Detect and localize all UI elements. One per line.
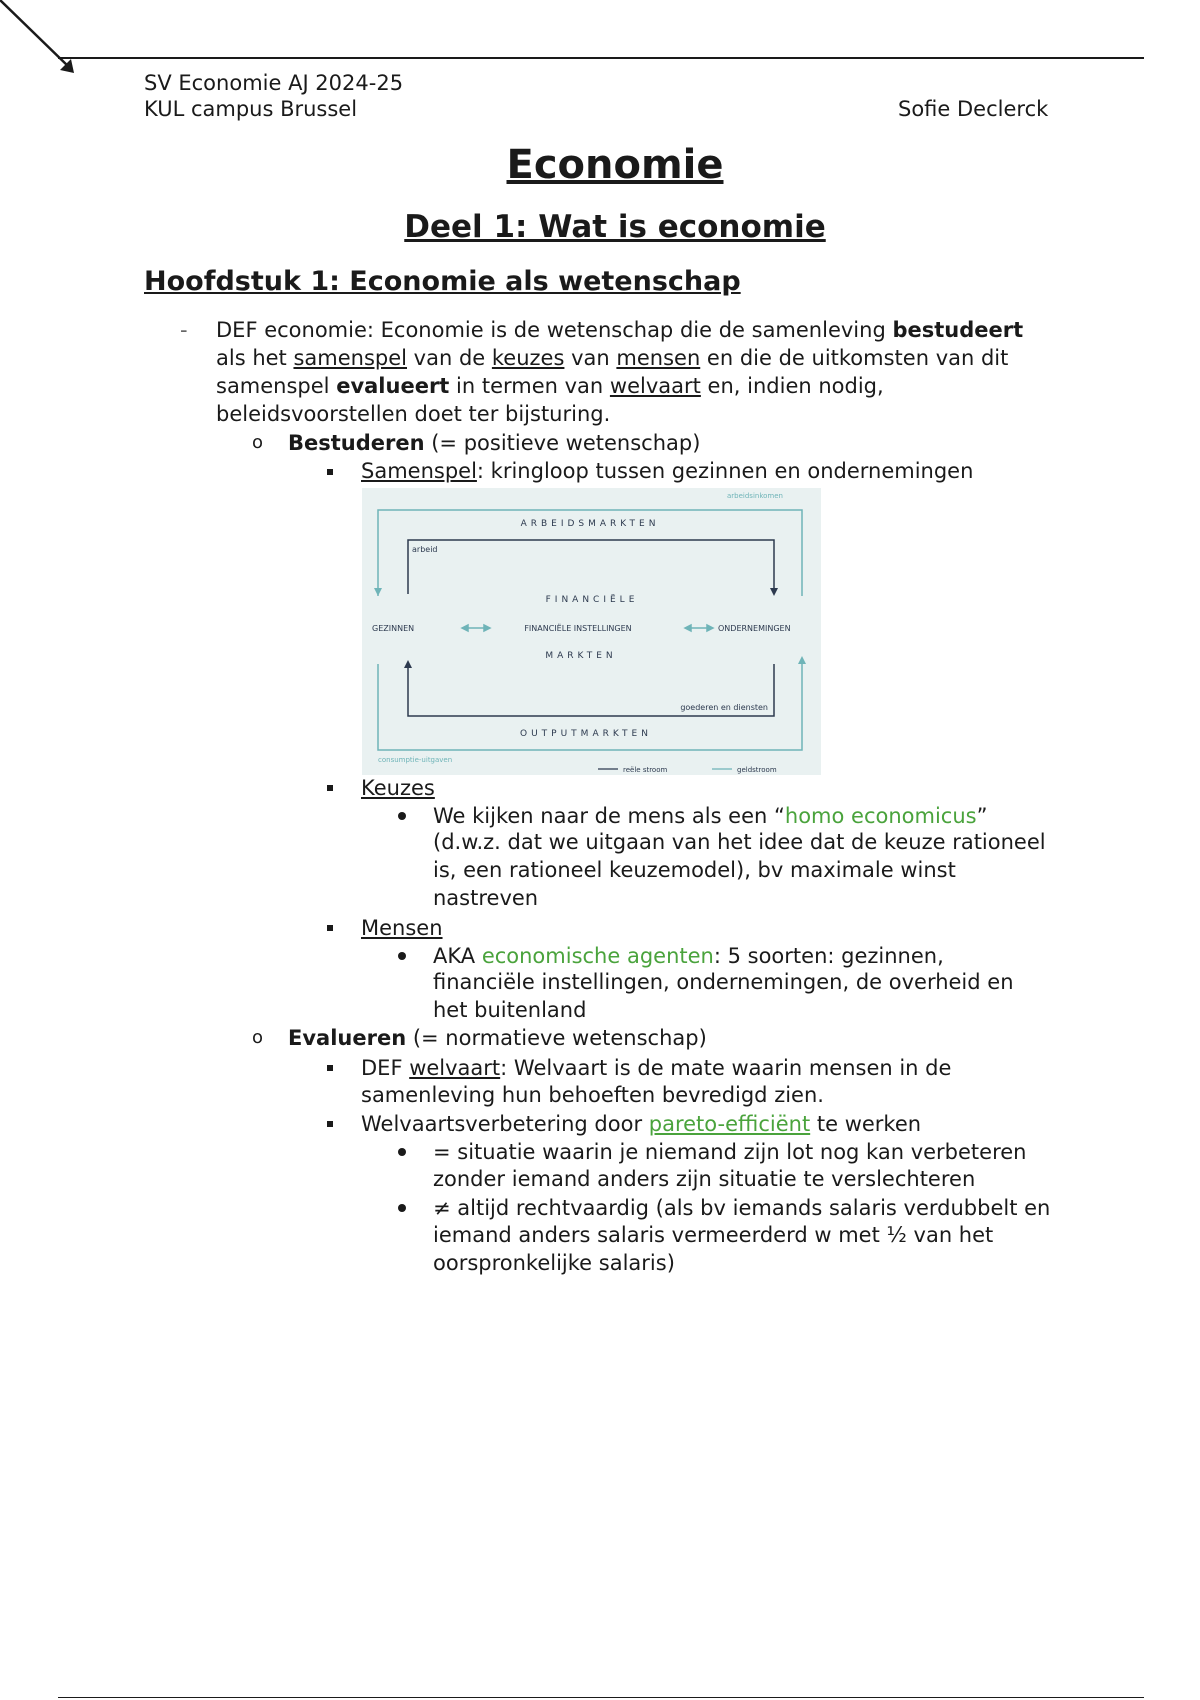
definition-line-4: beleidsvoorstellen doet ter bijsturing. [216, 402, 611, 426]
square-bullet-icon [327, 1121, 333, 1127]
underlined-term: samenspel [293, 346, 407, 370]
bold-term: evalueert [336, 374, 450, 398]
bold-term: Evalueren [288, 1026, 407, 1050]
welvaart-def-line-2: samenleving hun behoeften bevredigd zien. [361, 1083, 824, 1107]
header-rule [58, 57, 1144, 59]
definition-line-2 [216, 344, 1008, 372]
welvaart-def-line-1 [361, 1054, 951, 1082]
legend-real-label: reële stroom [623, 766, 668, 774]
label-outputmarkten: OUTPUTMARKTEN [520, 729, 652, 739]
text-run: te werken [810, 1112, 922, 1136]
round-bullet-icon [398, 812, 406, 820]
underlined-term: Mensen [361, 916, 443, 940]
round-bullet-icon [398, 1204, 406, 1212]
underlined-term: Keuzes [361, 776, 435, 800]
corner-arrow-icon [0, 0, 90, 90]
page-title: Economie [506, 142, 724, 188]
label-markten: MARKTEN [545, 651, 617, 661]
text-run: van de [407, 346, 492, 370]
mensen-line-3: het buitenland [433, 998, 587, 1022]
chapter-title: Hoofdstuk 1: Economie als wetenschap [144, 266, 741, 297]
keuzes-line-3: is, een rationeel keuzemodel), bv maximale winst [433, 858, 956, 882]
part-title: Deel 1: Wat is economie [404, 209, 826, 245]
legend-money-label: geldstroom [737, 766, 777, 774]
author-label: Sofie Declerck [898, 97, 1049, 121]
bullet-o-marker: o [252, 1027, 264, 1048]
text-run: DEF economie: Economie is de wetenschap die de samenleving [216, 318, 893, 342]
text-run: We kijken naar de mens als een “ [433, 804, 785, 828]
keuzes-line-4: nastreven [433, 886, 539, 910]
underlined-term: Samenspel [361, 459, 477, 483]
label-arbeidsinkomen: arbeidsinkomen [727, 492, 783, 500]
text-run: samenspel [216, 374, 337, 398]
pareto-point-2-line-3: oorspronkelijke salaris) [433, 1251, 675, 1275]
underlined-term: welvaart [609, 374, 701, 398]
keuzes-item [361, 774, 435, 802]
text-run: ” [976, 804, 988, 828]
text-run: van [564, 346, 617, 370]
welvaartsverbetering-item [361, 1110, 921, 1138]
samenspel-item [361, 457, 973, 485]
pareto-point-2-line-1: ≠ altijd rechtvaardig (als bv iemands salaris verdubbelt en [433, 1196, 1051, 1220]
pareto-point-1-line-1: = situatie waarin je niemand zijn lot nog kan verbeteren [433, 1140, 1027, 1164]
text-run: als het [216, 346, 294, 370]
text-run: : 5 soorten: gezinnen, [713, 944, 944, 968]
bold-term: Bestuderen [288, 431, 425, 455]
text-run: DEF [361, 1056, 410, 1080]
label-financiele: FINANCIËLE [545, 595, 639, 605]
underlined-term: keuzes [491, 346, 565, 370]
text-run: : Welvaart is de mate waarin mensen in de [500, 1056, 952, 1080]
text-run: (= positieve wetenschap) [424, 431, 701, 455]
highlighted-term: homo economicus [784, 804, 977, 828]
bullet-o-marker: o [252, 432, 264, 453]
label-gezinnen: GEZINNEN [372, 624, 415, 633]
square-bullet-icon [327, 1065, 333, 1071]
text-run: in termen van [449, 374, 610, 398]
highlighted-term: pareto-efficiënt [648, 1112, 811, 1136]
square-bullet-icon [327, 925, 333, 931]
square-bullet-icon [327, 469, 333, 475]
dash-marker: - [180, 318, 188, 342]
circular-flow-diagram [362, 488, 821, 775]
label-arbeidsmarkten: ARBEIDSMARKTEN [520, 519, 660, 529]
keuzes-line-2: (d.w.z. dat we uitgaan van het idee dat de keuze rationeel [433, 830, 1046, 854]
round-bullet-icon [398, 952, 406, 960]
highlighted-term: economische agenten [481, 944, 714, 968]
text-run: en, indien nodig, [700, 374, 884, 398]
definition-line-3 [216, 372, 884, 400]
text-run: AKA [433, 944, 482, 968]
text-run: Welvaartsverbetering door [361, 1112, 649, 1136]
square-bullet-icon [327, 785, 333, 791]
mensen-item [361, 914, 443, 942]
header-left [144, 70, 403, 122]
label-consumptie: consumptie-uitgaven [378, 756, 453, 764]
label-financiele-instellingen: FINANCIËLE INSTELLINGEN [524, 624, 632, 633]
mensen-line-1 [433, 942, 944, 970]
label-arbeid: arbeid [412, 545, 438, 554]
text-run: (= normatieve wetenschap) [406, 1026, 707, 1050]
definition-line-1 [216, 316, 1023, 344]
underlined-term: welvaart [409, 1056, 501, 1080]
course-label: SV Economie AJ 2024-25 [144, 71, 404, 95]
keuzes-line-1 [433, 802, 987, 830]
evalueren-heading [288, 1024, 707, 1052]
footer-rule [58, 1697, 1144, 1698]
pareto-point-1-line-2: zonder iemand anders zijn situatie te verslechteren [433, 1167, 976, 1191]
bold-term: bestudeert [892, 318, 1024, 342]
label-ondernemingen: ONDERNEMINGEN [718, 624, 791, 633]
label-goederen: goederen en diensten [680, 703, 768, 712]
text-run: : kringloop tussen gezinnen en ondernemingen [476, 459, 974, 483]
round-bullet-icon [398, 1148, 406, 1156]
mensen-line-2: financiële instellingen, ondernemingen, de overheid en [433, 970, 1014, 994]
pareto-point-2-line-2: iemand anders salaris vermeerderd w met ½ van het [433, 1223, 994, 1247]
text-run: en die de uitkomsten van dit [700, 346, 1009, 370]
campus-label: KUL campus Brussel [144, 97, 358, 121]
underlined-term: mensen [616, 346, 701, 370]
bestuderen-heading [288, 429, 700, 457]
